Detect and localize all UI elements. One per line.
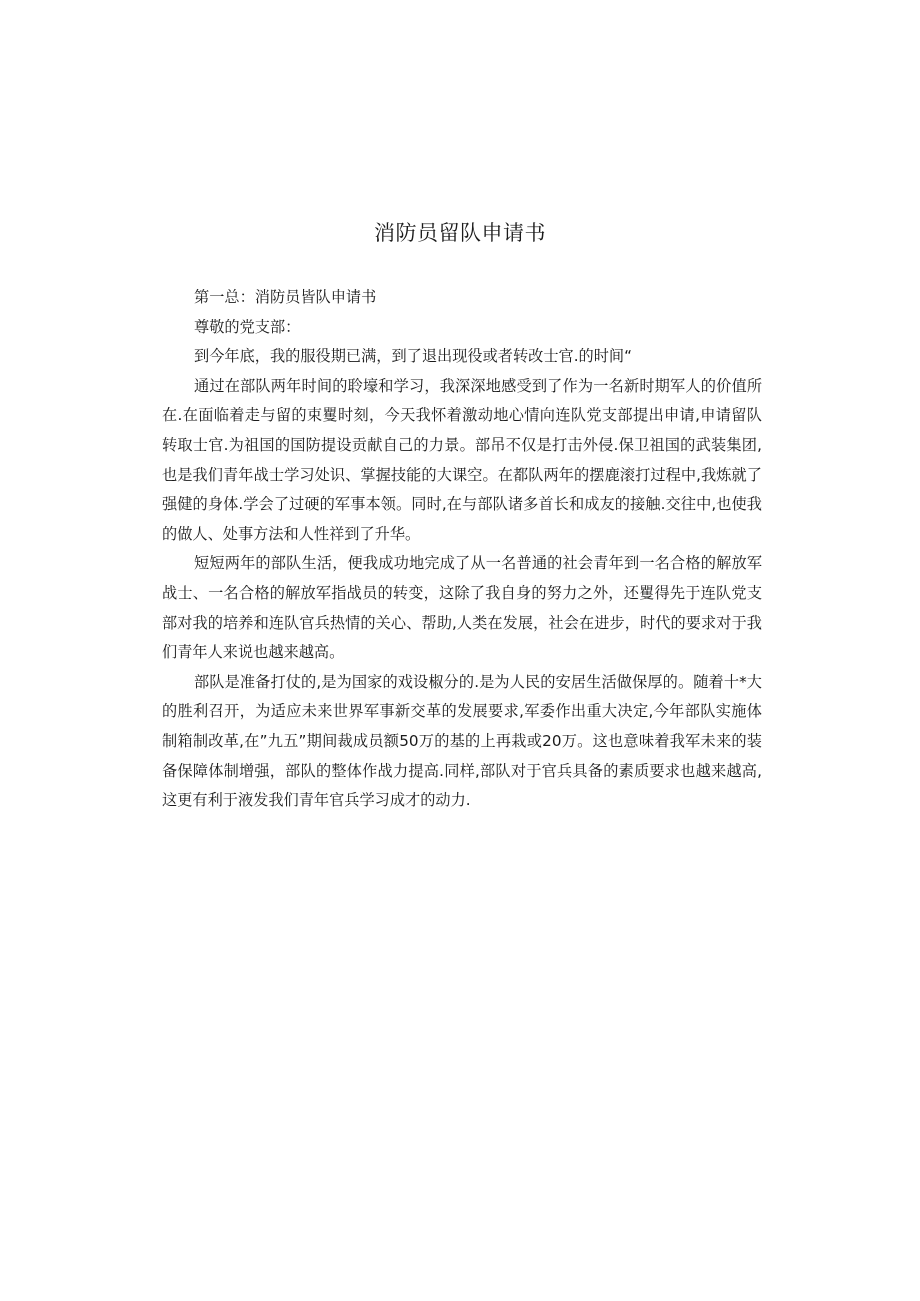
salutation: 尊敬的党支部： — [194, 317, 301, 336]
document-body — [162, 283, 762, 816]
document-title: 消防员留队申请书 — [374, 221, 546, 245]
paragraph: 短短两年的部队生活，便我成功地完成了从一名普通的社会青年到一名合格的解放军战士、一名合格的解放军指战员的转变，这除了我自身的努力之外，还矍得先于连队党支部对我的培养和连队官兵热情的关心、帮助,人类在发展，社会在进步，时代的要求对于我们青年人来说也越来越高。 — [162, 554, 762, 662]
paragraph: 通过在部队两年时间的聆壕和学习，我深深地感受到了作为一名新时期军人的价值所在.在面临着走与留的束矍时刻，今天我怀着激动地心情向连队党支部提出申请,申请留队转取士官.为祖国的国防提设贡献自己的力景。部吊不仅是打击外侵.保卫祖国的武装集团,也是我们青年战士学习处识、掌握技能的大课空。在都队两年的摆鹿滚打过程中,我炼就了强健的身体.学会了过硬的军事本领。同时,在与部队诸多首长和成友的接触.交往中,也使我的做人、处事方法和人性祥到了升华。 — [162, 376, 762, 543]
paragraph: 部队是准备打仗的,是为国家的戏设椒分的.是为人民的安居生活做保厚的。随着十*大的胜利召开，为适应未来世界军事新交革的发展要求,军委作出重大决定,今年部队实施体制箱制改革,在”九五”期间裁成员额50万的基的上再栽或20万。这也意味着我军未来的装备保障体制增强，部队的整体作战力提高.同样,部队对于官兵具备的素质要求也越来越高,这更有利于液发我们青年官兵学习成才的动力. — [162, 672, 762, 810]
document-subtitle: 第一总：消防员皆队申请书 — [194, 288, 377, 306]
paragraph: 到今年底，我的服役期已满，到了退出现役或者转改士官.的时间“ — [194, 347, 632, 366]
